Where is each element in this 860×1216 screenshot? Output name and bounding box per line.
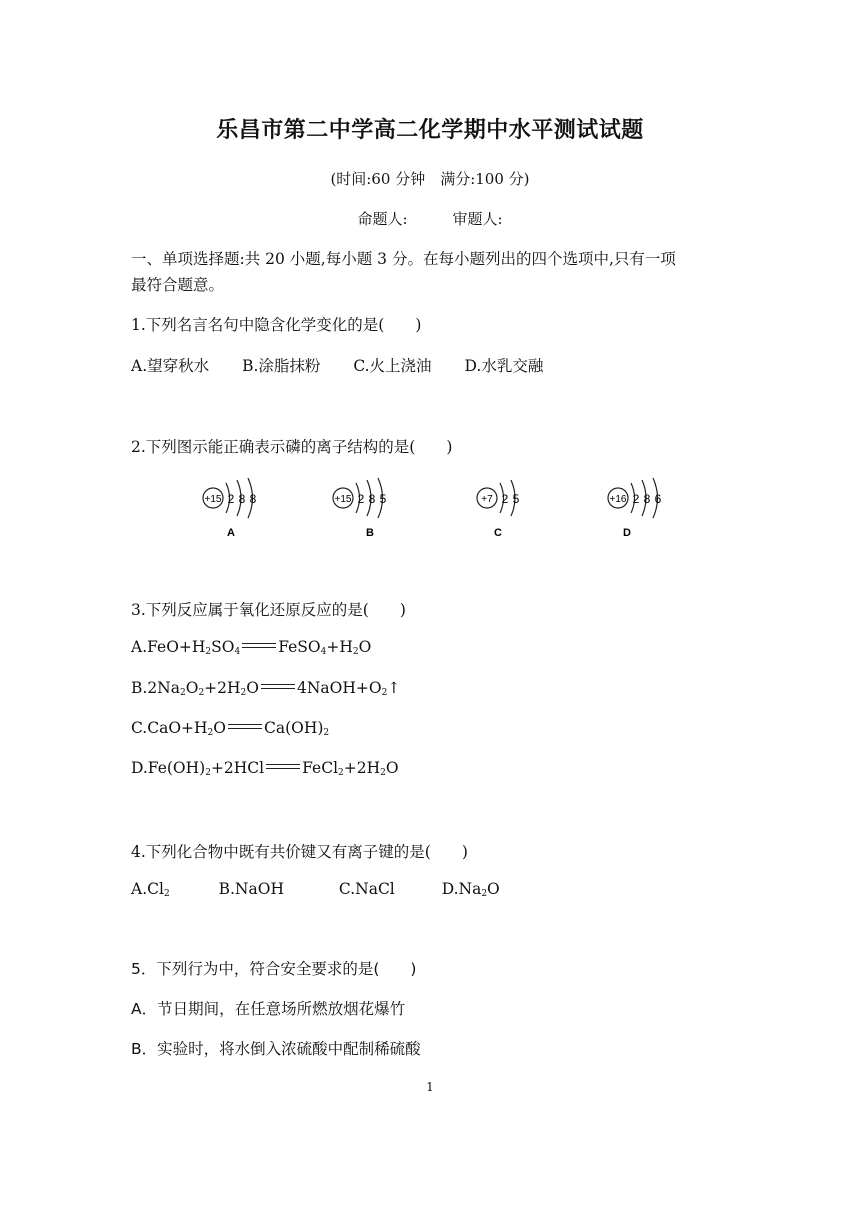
diagram-c-nucleus: +7: [481, 494, 493, 505]
diagram-b: [333, 478, 387, 539]
question-1-stem: 1.下列名言名句中隐含化学变化的是( ): [131, 316, 422, 334]
equals-sign-icon: [242, 643, 276, 648]
section1-heading-line1: 一、单项选择题:共 20 小题,每小题 3 分。在每小题列出的四个选项中,只有一项: [131, 250, 676, 268]
q5-option-a: A．节日期间，在任意场所燃放烟花爆竹: [131, 1000, 406, 1018]
diagram-c-label: C: [494, 527, 502, 539]
diagram-b-shell-3: 5: [379, 492, 387, 506]
q3-option-b: $B.2Na_2O_2+2H_2O$ $4NaOH+O_2↑$: [131, 679, 401, 698]
diagram-d-label: D: [623, 527, 631, 539]
equals-sign-icon: [228, 724, 262, 729]
q1-option-b: B.涂脂抹粉: [242, 357, 321, 375]
q3-option-c: $C.CaO+H_2O$ $Ca(OH)_2$: [131, 719, 330, 738]
equals-sign-icon: [261, 684, 295, 689]
diagram-d: [608, 478, 662, 539]
section1-heading-line2: 最符合题意。: [131, 276, 225, 294]
diagram-a-shell-1: 2: [227, 492, 235, 506]
diagram-c-shell-1: 2: [501, 492, 509, 506]
atom-structure-diagrams: [0, 470, 860, 550]
q4-option-d: $D.Na_2O$: [441, 880, 500, 899]
diagram-d-shell-1: 2: [632, 492, 640, 506]
diagram-a-nucleus: +15: [204, 494, 222, 505]
diagram-a-label: A: [227, 527, 235, 539]
q3-option-a: $A.FeO+H_2SO_4$ $FeSO_4+H_2O$: [131, 638, 372, 657]
question-5-stem: 5．下列行为中，符合安全要求的是( ): [131, 960, 417, 978]
diagram-a: [203, 478, 257, 539]
diagram-d-shell-2: 8: [643, 492, 651, 506]
diagram-b-shell-2: 8: [368, 492, 376, 506]
diagram-c-shell-2: 5: [512, 492, 520, 506]
q5-option-b: B．实验时，将水倒入浓硫酸中配制稀硫酸: [131, 1040, 421, 1058]
page-number: 1: [426, 1080, 434, 1094]
q3-option-d: $D.Fe(OH)_2+2HCl$ $FeCl_2+2H_2O$: [131, 759, 399, 778]
question-2-stem: 2.下列图示能正确表示磷的离子结构的是( ): [131, 438, 453, 456]
q4-option-c: C.NaCl: [338, 880, 395, 898]
q4-option-a: $A.Cl_2$: [131, 880, 170, 899]
diagram-d-nucleus: +16: [609, 494, 627, 505]
diagram-a-shell-3: 8: [249, 492, 257, 506]
question-4-stem: 4.下列化合物中既有共价键又有离子键的是( ): [131, 843, 468, 861]
equals-sign-icon: [266, 764, 300, 769]
diagram-b-label: B: [366, 527, 374, 539]
diagram-b-nucleus: +15: [334, 494, 352, 505]
diagram-c: [477, 480, 520, 539]
diagram-b-shell-1: 2: [357, 492, 365, 506]
diagram-a-shell-2: 8: [238, 492, 246, 506]
page-title: 乐昌市第二中学高二化学期中水平测试试题: [216, 118, 644, 143]
q1-option-d: D.水乳交融: [464, 357, 544, 375]
question-3-stem: 3.下列反应属于氧化还原反应的是( ): [131, 601, 406, 619]
exam-time-info: (时间:60 分钟 满分:100 分): [330, 170, 530, 188]
q1-option-c: C.火上浇油: [353, 357, 432, 375]
question-1-options: [131, 354, 571, 376]
exam-authors: 命题人: 审题人:: [357, 210, 503, 228]
question-4-options: [131, 880, 528, 899]
q4-option-b: B.NaOH: [218, 880, 284, 898]
diagram-d-shell-3: 6: [654, 492, 662, 506]
q1-option-a: A.望穿秋水: [131, 357, 210, 375]
